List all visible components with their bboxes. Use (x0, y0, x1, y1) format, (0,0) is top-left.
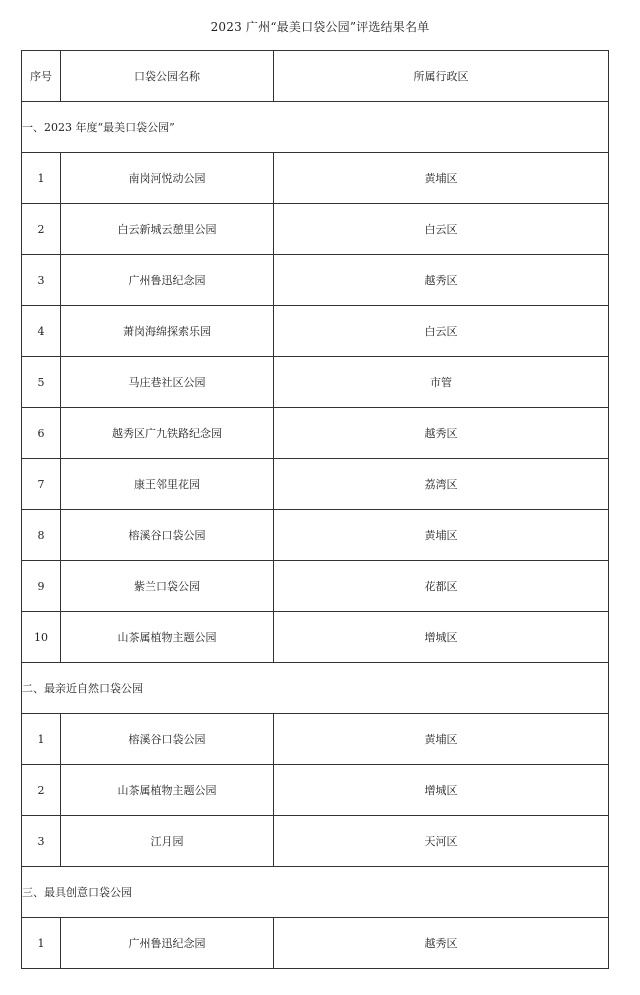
district-name: 白云区 (274, 306, 609, 357)
section-heading-row (22, 663, 609, 714)
district-name: 天河区 (274, 816, 609, 867)
table-row (22, 357, 609, 408)
district-name: 白云区 (274, 204, 609, 255)
park-name: 江月园 (61, 816, 274, 867)
park-name: 山茶属植物主题公园 (61, 612, 274, 663)
table-row (22, 408, 609, 459)
row-number: 3 (22, 816, 61, 867)
park-name: 南岗河悦动公园 (61, 153, 274, 204)
table-row (22, 459, 609, 510)
district-name: 增城区 (274, 612, 609, 663)
district-name: 越秀区 (274, 408, 609, 459)
row-number: 7 (22, 459, 61, 510)
district-name: 黄埔区 (274, 510, 609, 561)
table-row (22, 153, 609, 204)
district-name: 黄埔区 (274, 153, 609, 204)
park-name: 榕溪谷口袋公园 (61, 510, 274, 561)
district-name: 花都区 (274, 561, 609, 612)
row-number: 4 (22, 306, 61, 357)
row-number: 1 (22, 153, 61, 204)
park-name: 康王邻里花园 (61, 459, 274, 510)
park-name: 广州鲁迅纪念园 (61, 918, 274, 969)
row-number: 9 (22, 561, 61, 612)
park-name: 紫兰口袋公园 (61, 561, 274, 612)
table-row (22, 714, 609, 765)
section-heading: 三、最具创意口袋公园 (22, 867, 609, 918)
section-heading: 二、最亲近自然口袋公园 (22, 663, 609, 714)
district-name: 增城区 (274, 765, 609, 816)
row-number: 10 (22, 612, 61, 663)
park-name: 广州鲁迅纪念园 (61, 255, 274, 306)
park-name: 榕溪谷口袋公园 (61, 714, 274, 765)
table-row (22, 306, 609, 357)
header-district: 所属行政区 (274, 51, 609, 102)
table-row (22, 918, 609, 969)
district-name: 荔湾区 (274, 459, 609, 510)
district-name: 市管 (274, 357, 609, 408)
district-name: 黄埔区 (274, 714, 609, 765)
park-name: 萧岗海绵探索乐园 (61, 306, 274, 357)
table-row (22, 765, 609, 816)
park-name: 越秀区广九铁路纪念园 (61, 408, 274, 459)
table-row (22, 255, 609, 306)
table-row (22, 612, 609, 663)
header-park-name: 口袋公园名称 (61, 51, 274, 102)
row-number: 1 (22, 918, 61, 969)
table-row (22, 510, 609, 561)
row-number: 2 (22, 765, 61, 816)
row-number: 8 (22, 510, 61, 561)
header-number: 序号 (22, 51, 61, 102)
park-name: 山茶属植物主题公园 (61, 765, 274, 816)
results-table (21, 50, 609, 969)
row-number: 3 (22, 255, 61, 306)
section-heading-row (22, 867, 609, 918)
district-name: 越秀区 (274, 255, 609, 306)
document-title: 2023 广州“最美口袋公园”评选结果名单 (210, 20, 430, 34)
table-row (22, 561, 609, 612)
park-name: 白云新城云憩里公园 (61, 204, 274, 255)
table-row (22, 204, 609, 255)
row-number: 1 (22, 714, 61, 765)
row-number: 5 (22, 357, 61, 408)
table-header-row (22, 51, 609, 102)
section-heading-row (22, 102, 609, 153)
table-row (22, 816, 609, 867)
section-heading: 一、2023 年度“最美口袋公园” (22, 102, 609, 153)
district-name: 越秀区 (274, 918, 609, 969)
park-name: 马庄巷社区公园 (61, 357, 274, 408)
row-number: 2 (22, 204, 61, 255)
row-number: 6 (22, 408, 61, 459)
